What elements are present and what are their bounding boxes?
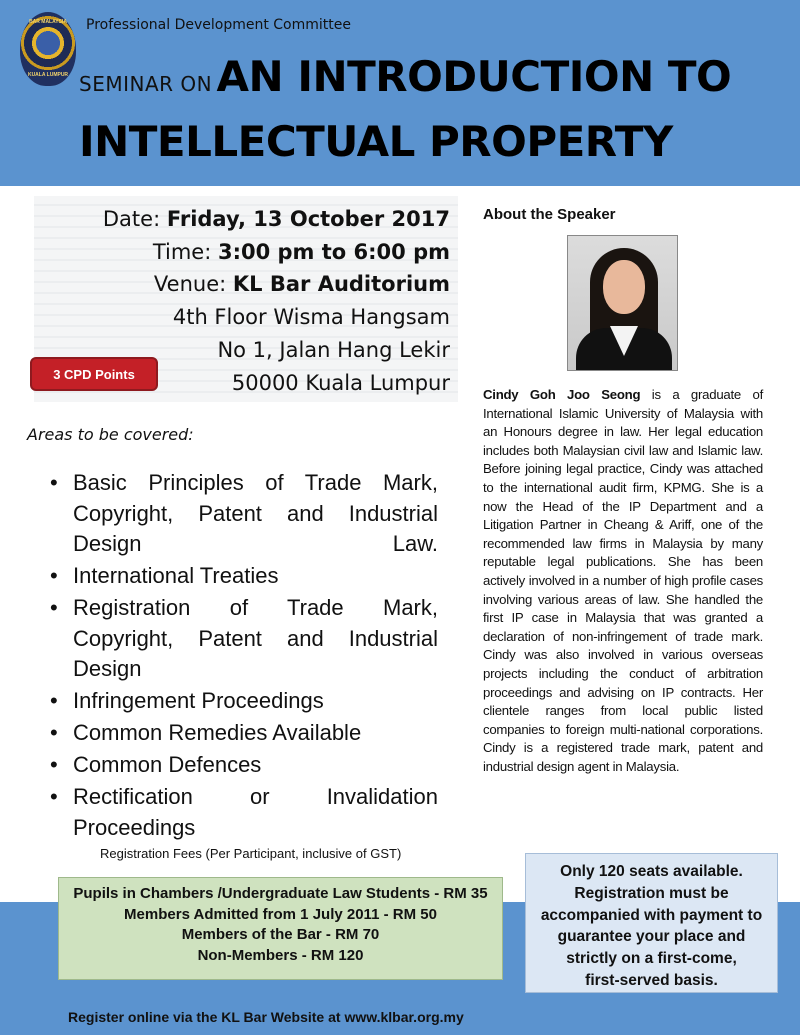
seats-line: first-served basis. xyxy=(585,971,718,989)
list-item: • Common Remedies Available xyxy=(48,718,438,749)
time-value: 3:00 pm to 6:00 pm xyxy=(217,239,450,264)
title-line1: AN INTRODUCTION TO xyxy=(216,52,732,101)
speaker-bio xyxy=(483,386,763,776)
address-line2: No 1, Jalan Hang Lekir xyxy=(217,337,450,362)
fee-line: Pupils in Chambers /Undergraduate Law Students - RM 35 xyxy=(73,885,488,902)
seats-line: Registration must be xyxy=(574,884,729,902)
venue-value: KL Bar Auditorium xyxy=(232,272,450,297)
list-item: • Registration of Trade Mark, Copyright, Patent and Industrial Design xyxy=(48,593,438,685)
time-row xyxy=(40,236,450,269)
venue-label: Venue: xyxy=(153,272,227,297)
seats-line: strictly on a first-come, xyxy=(566,950,737,968)
date-label: Date: xyxy=(102,207,161,231)
list-item: • Infringement Proceedings xyxy=(48,686,438,717)
list-item: • Basic Principles of Trade Mark, Copyright, Patent and Industrial Design Law. xyxy=(48,468,438,560)
list-item: • International Treaties xyxy=(48,561,438,592)
address-line3: 50000 Kuala Lumpur xyxy=(231,370,450,395)
kl-bar-logo xyxy=(20,12,76,86)
venue-row xyxy=(40,268,450,301)
fee-line: Non-Members - RM 120 xyxy=(197,946,364,964)
date-value: Friday, 13 October 2017 xyxy=(166,207,450,231)
seats-line: Only 120 seats available. xyxy=(560,863,743,880)
list-item: • Common Defences xyxy=(48,750,438,781)
seminar-prefix: SEMINAR ON xyxy=(79,72,213,96)
header-band xyxy=(0,0,800,186)
seats-line: accompanied with payment to xyxy=(540,906,763,924)
seats-notice-box xyxy=(525,853,778,993)
cpd-points-badge: 3 CPD Points xyxy=(30,357,158,391)
areas-heading: Areas to be covered: xyxy=(27,425,194,444)
committee-name: Professional Development Committee xyxy=(86,17,351,33)
areas-list xyxy=(48,468,438,845)
fees-box xyxy=(58,877,503,980)
speaker-photo xyxy=(567,235,678,371)
fee-line: Members of the Bar - RM 70 xyxy=(181,926,380,943)
logo-text-top: BAR MALAYSIA xyxy=(29,19,67,25)
list-item: • Rectification or Invalidation Proceedings xyxy=(48,782,438,843)
seats-line: guarantee your place and xyxy=(557,928,746,946)
address-line1: 4th Floor Wisma Hangsam xyxy=(172,305,450,330)
seminar-title-line1 xyxy=(79,52,731,101)
fees-heading: Registration Fees (Per Participant, inclusive of GST) xyxy=(100,846,402,861)
time-label: Time: xyxy=(152,239,212,264)
title-line2: INTELLECTUAL PROPERTY xyxy=(79,117,673,166)
speaker-bio-text: is a graduate of International Islamic University of Malaysia with an Honours degree in law. Her legal education includes both Malaysian civil law and Islamic law. Before joining legal practice, Cindy was attached to the international audit firm, KPMG. She is a now the Head of the IP Department and a Litigation Partner in Cheang & Ariff, one of the recommended law firms in Malaysia by many reputable legal publications. She has been actively involved in a number of high profile cases involving various areas of law. She handled the first IP case in Malaysia that was granted a declaration of non-infringement of trade mark. Cindy was also involved in various overseas projects including the conduct of arbitration proceedings and advising on IP contracts. Her clientele ranges from local public listed companies to foreign multi-national corporations. Cindy is a registered trade mark, patent and industrial design agent in Malaysia. xyxy=(483,387,763,774)
speaker-name: Cindy Goh Joo Seong xyxy=(483,387,641,402)
logo-text-bottom: KUALA LUMPUR xyxy=(27,72,69,78)
register-online-text: Register online via the KL Bar Website at www.klbar.org.my xyxy=(68,1009,464,1025)
date-row xyxy=(40,203,450,236)
fee-line: Members Admitted from 1 July 2011 - RM 50 xyxy=(124,905,437,923)
speaker-heading: About the Speaker xyxy=(483,206,616,223)
